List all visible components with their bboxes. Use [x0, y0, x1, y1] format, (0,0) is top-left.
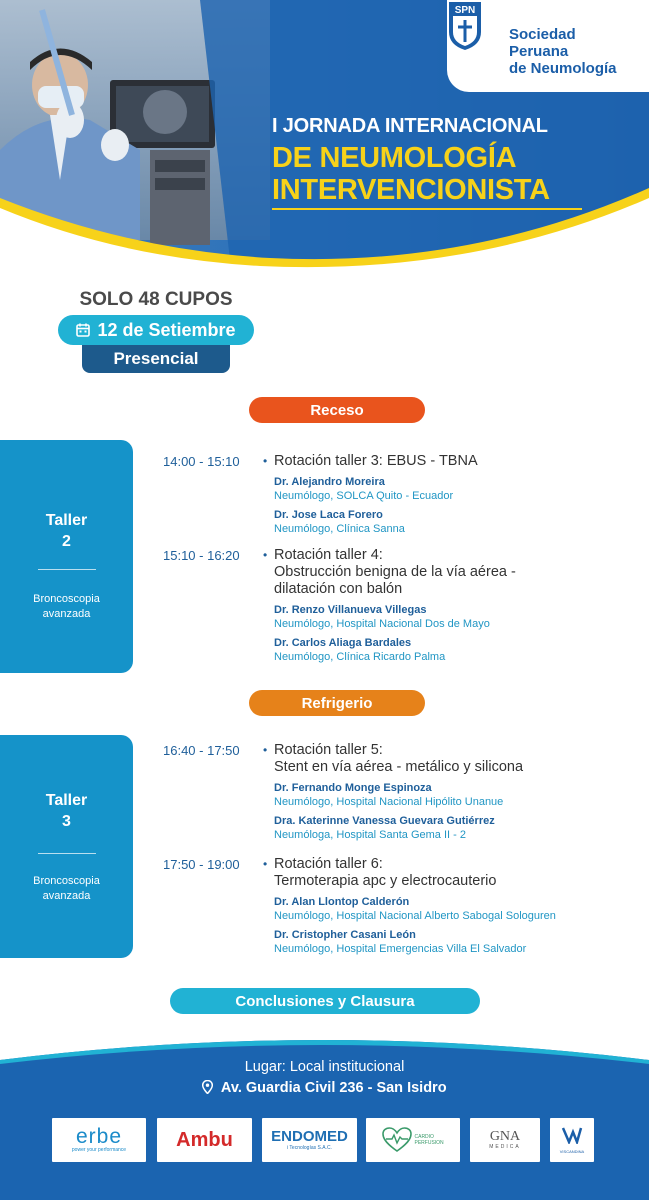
doctor-name: Dr. Jose Laca Forero: [274, 509, 383, 521]
venue-address: [0, 1080, 649, 1096]
sponsor-ambu-logo: [157, 1118, 252, 1162]
sponsor-cardio-name: CARDIO PERFUSION: [414, 1134, 444, 1146]
logo-card: [447, 0, 649, 92]
taller-3-number: 3: [62, 813, 71, 830]
taller-3-box: [0, 735, 133, 958]
doctor-affiliation: Neumólogo, Hospital Nacional Hipólito Unanue: [274, 796, 504, 808]
org-name-line2: Peruana: [509, 43, 569, 60]
cupos-label: SOLO 48 CUPOS: [79, 289, 233, 310]
session-title-line1: Rotación taller 3: EBUS - TBNA: [274, 453, 478, 469]
taller-2-subtitle: [0, 592, 133, 622]
org-name-line3: de Neumología: [509, 60, 617, 77]
doctor-entry: [274, 475, 643, 503]
receso-pill: Receso: [249, 397, 425, 423]
org-name-line1: Sociedad: [509, 26, 576, 43]
session-title: [263, 547, 643, 598]
doctor-name: Dra. Katerinne Vanessa Guevara Gutiérrez: [274, 815, 495, 827]
session-time: 15:10 - 16:20: [163, 548, 240, 563]
taller-3-divider: [38, 853, 96, 854]
taller-2-subtitle-line2: avanzada: [42, 608, 91, 620]
taller-3-subtitle-line1: Broncoscopia: [33, 875, 100, 887]
doctor-entry: [274, 636, 643, 664]
bullet-icon: •: [263, 743, 268, 757]
taller-2-subtitle-line1: Broncoscopia: [33, 593, 100, 605]
doctor-name: Dr. Alejandro Moreira: [274, 476, 385, 488]
clausura-pill: Conclusiones y Clausura: [170, 988, 480, 1014]
sponsor-erbe-logo: [52, 1118, 146, 1162]
mode-badge: Presencial: [82, 345, 230, 373]
taller-2-word: Taller: [45, 512, 88, 529]
event-title-line3: INTERVENCIONISTA: [272, 174, 550, 206]
doctor-affiliation: Neumólogo, SOLCA Quito - Ecuador: [274, 490, 454, 502]
footer-band: [0, 1030, 649, 1200]
session-time: 16:40 - 17:50: [163, 743, 240, 758]
taller-3-label: [0, 735, 133, 832]
doctor-name: Dr. Cristopher Casani León: [274, 929, 416, 941]
title-underline: [272, 208, 582, 210]
event-date: 12 de Setiembre: [97, 319, 236, 340]
venue-label: Lugar: Local institucional: [244, 1059, 405, 1075]
sponsor-cardio-logo: [366, 1118, 460, 1162]
sponsor-endomed-tagline: i Tecnologías S.A.C.: [287, 1144, 332, 1151]
taller-3-subtitle: [0, 874, 133, 904]
session-time: 14:00 - 15:10: [163, 454, 240, 469]
doctor-entry: [274, 895, 643, 923]
refrigerio-pill: Refrigerio: [249, 690, 425, 716]
sponsor-gna-logo: [470, 1118, 540, 1162]
venue-address-text: Av. Guardia Civil 236 - San Isidro: [220, 1080, 447, 1096]
viscandina-mark-icon: [561, 1126, 583, 1144]
doctor-entry: [274, 508, 643, 536]
taller-3-subtitle-line2: avanzada: [42, 890, 91, 902]
taller-3-word: Taller: [45, 792, 88, 809]
doctor-affiliation: Neumólogo, Hospital Emergencias Villa El Salvador: [274, 943, 527, 955]
session-block: [263, 856, 643, 956]
session-title-line1: Rotación taller 5:: [274, 742, 383, 758]
bullet-icon: •: [263, 548, 268, 562]
session-title-line2: Termoterapia apc y electrocauterio: [274, 873, 497, 889]
taller-2-divider: [38, 569, 96, 570]
spn-shield-icon: [447, 0, 483, 52]
session-title: [263, 453, 643, 470]
taller-2-number: 2: [62, 533, 71, 550]
doctor-entry: [274, 603, 643, 631]
doctor-affiliation: Neumólogo, Clínica Sanna: [274, 523, 405, 535]
doctor-entry: [274, 781, 643, 809]
header-banner: [0, 0, 649, 275]
spn-abbr: SPN: [454, 5, 476, 16]
doctor-entry: [274, 814, 643, 842]
doctor-affiliation: Neumóloga, Hospital Santa Gema II - 2: [274, 829, 466, 841]
sponsor-endomed-name: ENDOMED: [271, 1127, 348, 1145]
doctor-name: Dr. Alan Llontop Calderón: [274, 896, 410, 908]
doctor-affiliation: Neumólogo, Hospital Nacional Alberto Sabogal Sologuren: [274, 910, 556, 922]
doctor-name: Dr. Fernando Monge Espinoza: [274, 782, 432, 794]
session-time: 17:50 - 19:00: [163, 857, 240, 872]
sponsor-ambu-name: Ambu: [176, 1128, 233, 1151]
taller-2-label: [0, 440, 133, 552]
taller-2-box: [0, 440, 133, 673]
session-block: [263, 547, 643, 664]
session-block: [263, 742, 643, 842]
location-pin-icon: [202, 1080, 213, 1094]
sponsor-gna-tagline: MEDICA: [489, 1144, 521, 1150]
sponsor-endomed-logo: [262, 1118, 357, 1162]
doctor-affiliation: Neumólogo, Clínica Ricardo Palma: [274, 651, 446, 663]
session-title-line2: Obstrucción benigna de la vía aérea -: [274, 564, 516, 580]
sponsor-gna-name: GNA: [489, 1129, 521, 1144]
footer-background: [0, 1030, 649, 1200]
session-title-line2: Stent en vía aérea - metálico y silicona: [274, 759, 524, 775]
event-title-line2: DE NEUMOLOGÍA: [272, 142, 517, 174]
doctor-entry: [274, 928, 643, 956]
sponsor-erbe-tagline: power your performance: [71, 1146, 127, 1153]
session-title-line3: dilatación con balón: [274, 581, 403, 597]
session-title: [263, 856, 643, 890]
sponsor-viscandina-logo: [550, 1118, 594, 1162]
session-block: [263, 453, 643, 536]
doctor-name: Dr. Renzo Villanueva Villegas: [274, 604, 427, 616]
sponsor-erbe-name: erbe: [75, 1124, 122, 1148]
sponsor-viscandina-name: VISCANDINA: [559, 1149, 585, 1154]
session-title-line1: Rotación taller 4:: [274, 547, 383, 563]
doctor-affiliation: Neumólogo, Hospital Nacional Dos de Mayo: [274, 618, 490, 630]
event-title-line1: I JORNADA INTERNACIONAL: [272, 115, 548, 137]
session-title-line1: Rotación taller 6:: [274, 856, 383, 872]
bullet-icon: •: [263, 857, 268, 871]
bullet-icon: •: [263, 454, 268, 468]
doctor-name: Dr. Carlos Aliaga Bardales: [274, 637, 412, 649]
date-badge: [58, 315, 254, 345]
calendar-icon: [76, 323, 90, 337]
org-name: [509, 26, 617, 77]
session-title: [263, 742, 643, 776]
heart-pulse-icon: [382, 1127, 412, 1153]
